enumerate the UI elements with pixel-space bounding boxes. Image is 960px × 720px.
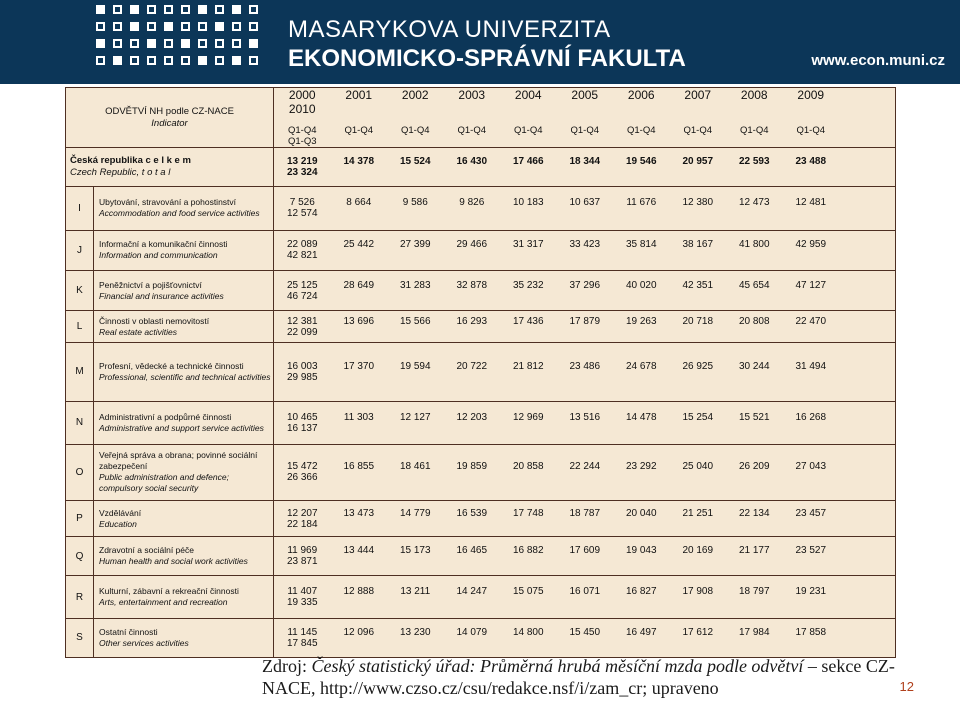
year-label: 2008 (740, 88, 768, 103)
value-cell: 31 494 (795, 360, 827, 372)
value-cell: 23 457 (795, 507, 827, 519)
source-prefix: Zdroj: (262, 656, 312, 676)
value-cell: 16 137 (286, 422, 318, 434)
value-cell: 15 450 (569, 626, 601, 638)
year-label: 2000 (288, 88, 316, 103)
value-cell: 40 020 (625, 279, 657, 291)
value-cell: 17 984 (738, 626, 770, 638)
source-note (262, 655, 922, 699)
value-cell: 42 959 (795, 239, 827, 251)
sector-code: L (66, 311, 94, 343)
sector-name-cz: Zdravotní a sociální péče (99, 545, 194, 556)
value-cell: 42 821 (286, 250, 318, 262)
value-cell: 16 855 (343, 461, 375, 473)
sector-values (274, 401, 896, 444)
value-cell: 23 871 (286, 556, 318, 568)
value-cell: 45 654 (738, 279, 770, 291)
sector-values (274, 444, 896, 500)
sector-name-en: Accommodation and food service activities (99, 208, 260, 219)
value-cell: 12 203 (456, 411, 488, 423)
value-cell: 13 230 (399, 626, 431, 638)
year-label: 2001 (345, 88, 373, 103)
value-cell: 18 787 (569, 507, 601, 519)
value-cell: 23 488 (795, 155, 827, 167)
sector-name-en: Financial and insurance activities (99, 290, 224, 301)
value-cell: 23 486 (569, 360, 601, 372)
value-cell: 35 232 (512, 279, 544, 291)
value-cell: 23 324 (286, 166, 318, 178)
value-cell: 17 466 (512, 155, 544, 167)
value-cell: 12 574 (286, 208, 318, 220)
value-cell: 20 957 (682, 155, 714, 167)
value-cell: 28 649 (343, 279, 375, 291)
sector-name-en: Other services activities (99, 637, 189, 648)
value-cell: 18 461 (399, 461, 431, 473)
table-row (66, 343, 896, 401)
value-cell: 15 173 (399, 545, 431, 557)
value-cell: 16 293 (456, 315, 488, 327)
value-cell: 12 380 (682, 197, 714, 209)
value-cell: 18 797 (738, 586, 770, 598)
sector-values (274, 186, 896, 230)
sector-values (274, 576, 896, 618)
value-cell: 12 127 (399, 411, 431, 423)
value-cell: 22 470 (795, 315, 827, 327)
value-cell: 20 169 (682, 545, 714, 557)
sector-name-en: Public administration and defence; compulsory social security (99, 472, 229, 494)
sector-name (94, 618, 274, 657)
table-row (66, 186, 896, 230)
sector-name (94, 576, 274, 618)
value-cell: 19 263 (625, 315, 657, 327)
value-cell: 13 516 (569, 411, 601, 423)
value-cell: 32 878 (456, 279, 488, 291)
value-cell: 19 231 (795, 586, 827, 598)
value-cell: 17 612 (682, 626, 714, 638)
value-cell: 12 888 (343, 586, 375, 598)
sector-name (94, 343, 274, 401)
value-cell: 33 423 (569, 239, 601, 251)
university-name: MASARYKOVA UNIVERZITA (288, 16, 611, 43)
value-cell: 42 351 (682, 279, 714, 291)
value-cell: 20 718 (682, 315, 714, 327)
value-cell: 16 882 (512, 545, 544, 557)
value-cell: 29 985 (286, 371, 318, 383)
value-cell: 37 296 (569, 279, 601, 291)
value-cell: 22 099 (286, 326, 318, 338)
sector-name (94, 401, 274, 444)
total-values (274, 148, 896, 186)
value-cell: 13 444 (343, 545, 375, 557)
sector-name-cz: Administrativní a podpůrné činnosti (99, 411, 232, 422)
year-label: 2007 (684, 88, 712, 103)
sector-name-cz: Ostatní činnosti (99, 626, 158, 637)
year-label: 2006 (627, 88, 655, 103)
sector-code: S (66, 618, 94, 657)
sector-values (274, 311, 896, 343)
value-cell: 9 826 (459, 197, 485, 209)
value-cell: 18 344 (569, 155, 601, 167)
value-cell: 31 283 (399, 279, 431, 291)
indicator-header-en: Indicator (151, 117, 188, 129)
value-cell: 12 481 (795, 197, 827, 209)
value-cell: 19 043 (625, 545, 657, 557)
value-cell: 20 040 (625, 507, 657, 519)
period-label: Q1-Q4 (739, 125, 769, 137)
sector-name-cz: Vzdělávání (99, 507, 142, 518)
sector-name-cz: Peněžnictví a pojišťovnictví (99, 279, 202, 290)
value-cell: 25 040 (682, 461, 714, 473)
period-labels (274, 125, 895, 147)
sector-code: J (66, 230, 94, 270)
value-cell: 22 184 (286, 518, 318, 530)
period-label: Q1-Q4 (626, 125, 656, 137)
year-label: 2010 (288, 102, 316, 117)
value-cell: 14 800 (512, 626, 544, 638)
table-row (66, 618, 896, 657)
header-row (66, 88, 896, 148)
value-cell: 17 609 (569, 545, 601, 557)
sector-code: I (66, 186, 94, 230)
period-label: Q1-Q4 (400, 125, 430, 137)
value-cell: 12 969 (512, 411, 544, 423)
sector-name (94, 311, 274, 343)
value-cell: 19 859 (456, 461, 488, 473)
faculty-name: EKONOMICKO-SPRÁVNÍ FAKULTA (288, 45, 686, 72)
value-cell: 14 779 (399, 507, 431, 519)
period-label: Q1-Q4 (344, 125, 373, 137)
table-row (66, 270, 896, 310)
value-cell: 13 219 (286, 155, 318, 167)
sector-values (274, 230, 896, 270)
value-cell: 11 145 (287, 626, 318, 638)
sector-name-cz: Ubytování, stravování a pohostinství (99, 197, 237, 208)
sector-name-en: Real estate activities (99, 326, 177, 337)
value-cell: 21 177 (738, 545, 770, 557)
sector-name-en: Administrative and support service activities (99, 422, 264, 433)
value-cell: 26 366 (286, 472, 318, 484)
value-cell: 10 465 (286, 411, 318, 423)
value-cell: 13 211 (400, 586, 431, 598)
value-cell: 14 079 (456, 626, 488, 638)
value-cell: 16 539 (456, 507, 488, 519)
sector-code: M (66, 343, 94, 401)
sector-name-en: Information and communication (99, 250, 218, 261)
value-cell: 14 247 (456, 586, 488, 598)
sector-name (94, 186, 274, 230)
table-row (66, 501, 896, 537)
value-cell: 35 814 (625, 239, 657, 251)
sector-code: N (66, 401, 94, 444)
value-cell: 13 696 (343, 315, 375, 327)
sector-name-cz: Profesní, vědecké a technické činnosti (99, 360, 244, 371)
value-cell: 11 969 (287, 545, 318, 557)
sector-name (94, 501, 274, 537)
sector-name-en: Professional, scientific and technical activities (99, 371, 271, 382)
sector-name-en: Education (99, 518, 137, 529)
value-cell: 19 546 (625, 155, 657, 167)
value-cell: 22 134 (738, 507, 770, 519)
sector-values (274, 537, 896, 576)
value-cell: 14 478 (625, 411, 657, 423)
value-cell: 16 268 (795, 411, 827, 423)
period-label: Q1-Q4 (513, 125, 543, 137)
period-label: Q1-Q4 (796, 125, 825, 137)
year-label: 2003 (458, 88, 486, 103)
value-cell: 17 858 (795, 626, 827, 638)
value-cell: 19 335 (286, 597, 318, 609)
table-row (66, 576, 896, 618)
value-cell: 25 442 (343, 239, 375, 251)
sector-values (274, 343, 896, 401)
sector-code: R (66, 576, 94, 618)
value-cell: 38 167 (682, 239, 714, 251)
value-cell: 26 925 (682, 360, 714, 372)
value-cell: 14 378 (343, 155, 375, 167)
table-row (66, 444, 896, 500)
value-cell: 10 637 (569, 197, 601, 209)
source-title: Český statistický úřad: Průměrná hrubá měsíční mzda podle odvětví (311, 656, 804, 676)
value-cell: 17 748 (512, 507, 544, 519)
value-cell: 19 594 (399, 360, 431, 372)
period-label: Q1-Q4 (570, 125, 599, 137)
value-cell: 15 254 (682, 411, 714, 423)
year-header-cell (274, 88, 896, 148)
value-cell: 15 566 (399, 315, 431, 327)
value-cell: 15 075 (512, 586, 544, 598)
value-cell: 23 292 (625, 461, 657, 473)
year-label: 2005 (571, 88, 599, 103)
website-url: www.econ.muni.cz (811, 52, 945, 69)
sector-code: Q (66, 537, 94, 576)
value-cell: 17 879 (569, 315, 601, 327)
sector-values (274, 618, 896, 657)
value-cell: 21 251 (682, 507, 714, 519)
value-cell: 29 466 (456, 239, 488, 251)
indicator-header-cz: ODVĚTVÍ NH podle CZ-NACE (105, 105, 234, 117)
page-number: 12 (899, 679, 914, 694)
value-cell: 17 908 (682, 586, 714, 598)
year-label: 2002 (401, 88, 429, 103)
value-cell: 20 858 (512, 461, 544, 473)
value-cell: 22 089 (286, 239, 318, 251)
sector-name-cz: Činnosti v oblasti nemovitostí (99, 315, 210, 326)
sector-name (94, 270, 274, 310)
value-cell: 16 003 (286, 360, 318, 372)
value-cell: 11 676 (626, 197, 657, 209)
value-cell: 7 526 (289, 197, 315, 209)
value-cell: 12 473 (738, 197, 770, 209)
value-cell: 27 399 (399, 239, 431, 251)
value-cell: 16 071 (569, 586, 601, 598)
value-cell: 31 317 (512, 239, 544, 251)
table-row (66, 230, 896, 270)
period-label: Q1-Q4 (683, 125, 712, 137)
value-cell: 12 207 (286, 507, 318, 519)
value-cell: 22 593 (738, 155, 770, 167)
sector-values (274, 270, 896, 310)
sector-name-cz: Informační a komunikační činnosti (99, 239, 228, 250)
total-label-cz: Česká republika c e l k e m (70, 154, 191, 166)
value-cell: 8 664 (346, 197, 372, 209)
sector-code: K (66, 270, 94, 310)
sector-name-cz: Kulturní, zábavní a rekreační činnosti (99, 586, 239, 597)
value-cell: 20 722 (456, 360, 488, 372)
table-row (66, 537, 896, 576)
value-cell: 12 096 (343, 626, 375, 638)
year-label: 2009 (797, 88, 825, 103)
value-cell: 24 678 (625, 360, 657, 372)
value-cell: 15 472 (286, 461, 318, 473)
value-cell: 27 043 (795, 461, 827, 473)
wage-table (65, 87, 896, 658)
sector-name (94, 444, 274, 500)
sector-name-en: Human health and social work activities (99, 556, 248, 567)
value-cell: 11 407 (287, 586, 318, 598)
value-cell: 16 827 (625, 586, 657, 598)
sector-code: P (66, 501, 94, 537)
value-cell: 17 845 (286, 637, 318, 649)
value-cell: 15 524 (399, 155, 431, 167)
value-cell: 46 724 (286, 290, 318, 302)
value-cell: 26 209 (738, 461, 770, 473)
value-cell: 21 812 (512, 360, 544, 372)
total-label-en: Czech Republic, t o t a l (70, 166, 171, 178)
total-label (66, 148, 274, 186)
period-label: Q1-Q4 (457, 125, 486, 137)
sector-name-cz: Veřejná správa a obrana; povinné sociální zabezpečení (99, 450, 258, 472)
sector-name-en: Arts, entertainment and recreation (99, 597, 228, 608)
table-row (66, 311, 896, 343)
sector-name (94, 537, 274, 576)
table-row (66, 401, 896, 444)
value-cell: 22 244 (569, 461, 601, 473)
header-banner (0, 0, 960, 84)
value-cell: 30 244 (738, 360, 770, 372)
indicator-header (66, 88, 274, 148)
value-cell: 15 521 (738, 411, 770, 423)
value-cell: 16 430 (456, 155, 488, 167)
sector-rows (66, 186, 896, 657)
value-cell: 12 381 (286, 315, 318, 327)
year-label: 2004 (514, 88, 542, 103)
source-rest: – sekce CZ-NACE, http://www.czso.cz/csu/redakce.nsf/i/zam_cr; upraveno (262, 656, 895, 698)
value-cell: 10 183 (512, 197, 544, 209)
value-cell: 16 465 (456, 545, 488, 557)
value-cell: 9 586 (402, 197, 428, 209)
sector-name (94, 230, 274, 270)
year-labels (274, 88, 895, 116)
value-cell: 11 303 (343, 411, 374, 423)
value-cell: 20 808 (738, 315, 770, 327)
sector-code: O (66, 444, 94, 500)
sector-values (274, 501, 896, 537)
period-label: Q1-Q3 (287, 136, 317, 148)
period-label: Q1-Q4 (287, 125, 317, 137)
value-cell: 25 125 (286, 279, 318, 291)
value-cell: 17 436 (512, 315, 544, 327)
value-cell: 41 800 (738, 239, 770, 251)
university-logo-icon (96, 3, 271, 81)
total-row (66, 148, 896, 186)
value-cell: 16 497 (625, 626, 657, 638)
value-cell: 23 527 (795, 545, 827, 557)
value-cell: 13 473 (343, 507, 375, 519)
value-cell: 17 370 (343, 360, 375, 372)
value-cell: 47 127 (795, 279, 827, 291)
